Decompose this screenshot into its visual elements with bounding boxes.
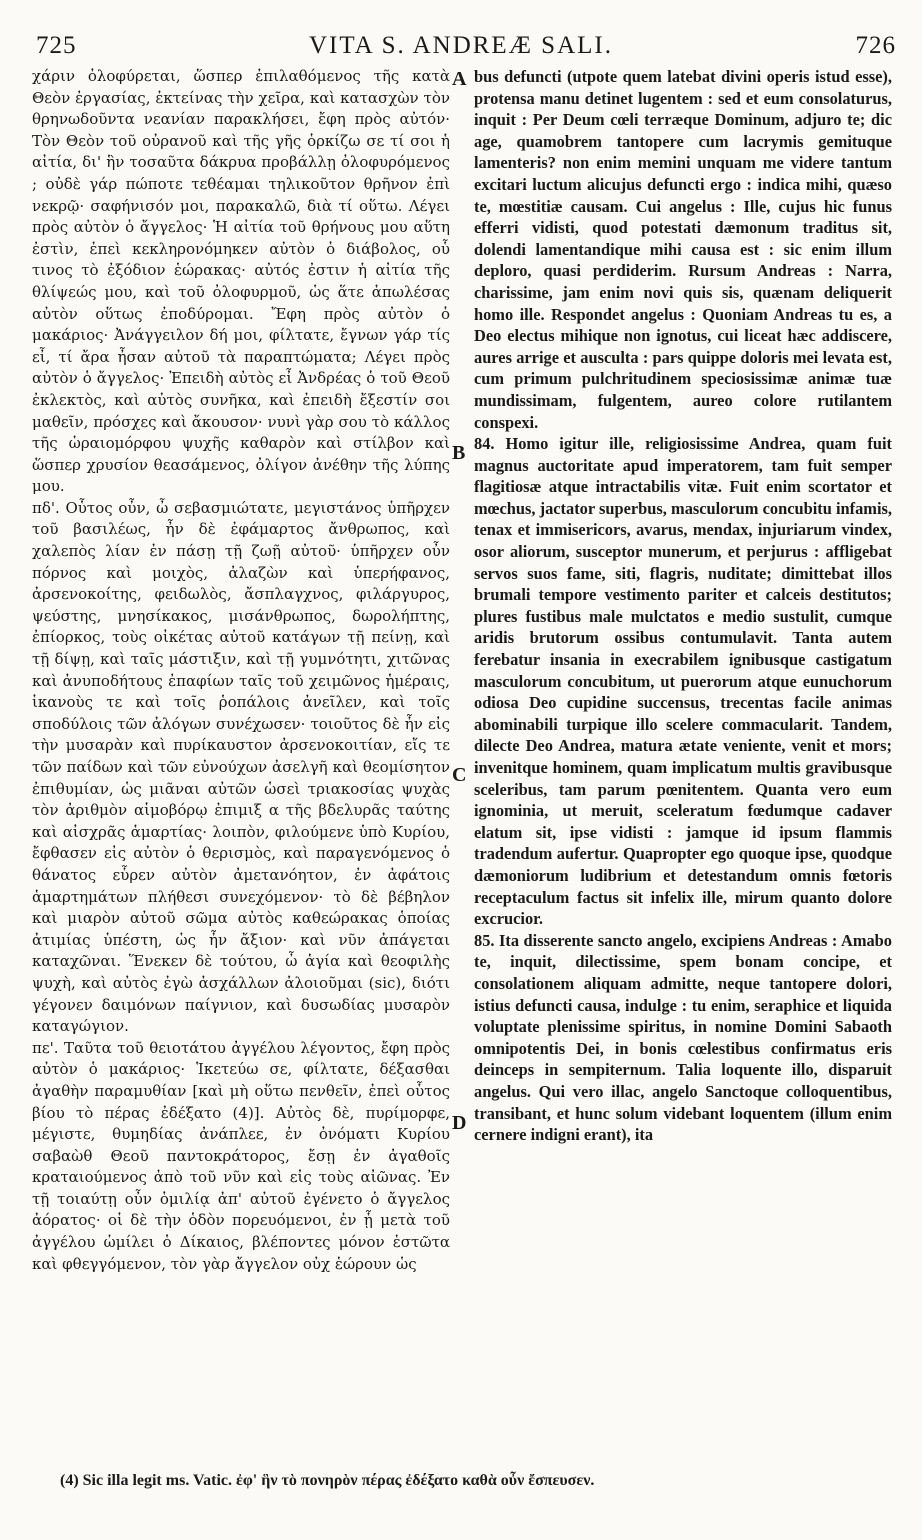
footnote: (4) Sic illa legit ms. Vatic. ἐφ' ἣν τὸ πονηρὸν πέρας ἐδέξατο καθὰ οὖν ἔσπευσεν. <box>60 1472 595 1489</box>
margin-marker-c: C <box>452 764 467 786</box>
greek-column <box>32 66 450 1275</box>
page-number-right: 726 <box>855 32 896 59</box>
latin-paragraph-1: bus defuncti (utpote quem latebat divini operis istud esse), protensa manu detinet lugentem : sed et eum consolaturus, inquit : Per Deum cœli terræque Dominum, adjuro te; dic age, quamobrem tantopere cum lacrymis gemituque lamenteris? non enim memini unquam me videre tantum excitari luctum alicujus defuncti ergo : indica mihi, quæso te, mœstitiæ causam. Cui angelus : Ille, cujus hic funus efferri vidisti, quod potestati dæmonum traditus sit, dolendi lamentandique mihi causa est : sic enim illum deploro, quasi perdiderim. Rursum Andreas : Narra, charissime, jam enim novi quis sis, quænam deliquerit homo ille. Respondet angelus : Quoniam Andreas tu es, a Deo electus mihique non ignotus, cui liceat hæc addiscere, aures arrige et ausculta : pars quippe doloris mei levata est, cum primum pulchritudinem speciosissimæ animæ tuæ mundissimam, fulgentem, aureo colore rutilantem conspexi. <box>474 67 892 432</box>
latin-paragraph-84: 84. Homo igitur ille, religiosissime Andrea, quam fuit magnus auctoritate apud imperatorem, tam fuit semper flagitiosæ atque intractabilis vitæ. Fuit enim scortator et mœchus, jactator superbus, masculorum concubitu infamis, tenax et immisericors, avarus, mendax, injuriarum vindex, osor aliorum, susceptor munerum, et perjurus : affligebat servos suos fame, siti, flagris, nuditate; dimittebat illos brumali tempore vestimento pariter et calceis destitutos; plures fustibus male mulctatos e medio sustulit, cumque aridis brutorum ossibus contumulavit. Tanta autem ferebatur insania in execrabilem ignibusque castigatum masculorum concubitum, ut puerorum atque eunuchorum odiosa Deo cupidine succensus, trecentas facile animas abominabili turpique illo scelere commacularit. Tandem, dilecte Deo Andrea, matura ætate veniente, venit et mors; invenitque hominem, quam implicatum multis gravibusque sceleribus, tam parum pœnitentem. Quanta vero eum ignominia, ut meruit, sceleratum fœdumque cadaver elatum sit, ipse vidisti : jamque id ipsum flammis tradendum aufertur. Quapropter ego quoque ipse, quodque dæmoniorum ludibrium et detestandum omnis fœtoris receptaculum factus sit infelix ille, mirum quanto dolore excrucior. <box>474 434 892 929</box>
greek-paragraph-1: χάριν ὀλοφύρεται, ὥσπερ ἐπιλαθόμενος τῆς κατὰ Θεὸν ἐργασίας, ἐκτείνας τὴν χεῖρα, καὶ κατασχὼν τὸν θρηνωδοῦντα νεανίαν παρακλήσει, ἔφη πρὸς αὐτόν· Τὸν Θεὸν τοῦ οὐρανοῦ καὶ τῆς γῆς ὁρκίζω σε τί σοι ἡ αἰτία, δι' ἣν τοσαῦτα δάκρυα προβάλλῃ ὀλοφυρόμενος ; οὐδὲ γάρ πώποτε τεθέαμαι τηλικοῦτον θρῆνον ἐπὶ νεκρῷ· σαφήνισόν μοι, παρακαλῶ, διὰ τί οὕτω. Λέγει πρὸς αὐτὸν ὁ ἄγγελος· Ἡ αἰτία τοῦ θρήνους μου αὕτη ἐστὶν, ἐπεὶ κεκληρονόμηκεν αὐτὸν ὁ διάβολος, οὗ τινος τὸ ἐξόδιον ἑώρακας· αὐτός ἐστιν ἡ αἰτία τῆς θλίψεώς μου, καὶ τοῦ ὀλοφυρμοῦ, ὡς ἅτε ἀπωλέσας αὐτὸν οὕτως ἐποδύρομαι. Ἔφη πρὸς αὐτὸν ὁ μακάριος· Ἀνάγγειλον δή μοι, φίλτατε, ἔγνων γάρ τίς εἶ, τί ἄρα ἦσαν αὐτοῦ τὰ παραπτώματα; Λέγει πρὸς αὐτὸν ὁ ἄγγελος· Ἐπειδὴ αὐτὸς εἶ Ἀνδρέας ὁ τοῦ Θεοῦ ἐκλεκτὸς, καὶ αὐτὸς συνῆκα, καὶ ἐπειδὴ ἔξεστίν σοι μαθεῖν, πρόσχες καὶ ἄκουσον· νυνὶ γὰρ σου τὸ κάλλος τῆς ὡραιομόρφου ψυχῆς καθαρὸν καὶ στίλβον καὶ ὥσπερ χρυσίον θεασάμενος, ὀλίγον ἀνέθην τῆς λύπης μου. <box>32 67 450 496</box>
page-number-left: 725 <box>36 32 77 59</box>
latin-paragraph-85: 85. Ita disserente sancto angelo, excipiens Andreas : Amabo te, inquit, dilectissime, spem bonam concipe, et consolationem aliquam admitte, neque tantopere dolori, istius defuncti causa, indulge : tu enim, seraphice et liquida voluptate plenissime spiritus, in nomine Domini Sabaoth omnipotentis Dei, in bonis cœlestibus confirmatus eris deinceps in sempiternum. Talia loquente illo, disparuit angelus. Qui vero illac, angelo Sanctoque colloquentibus, transibant, et hunc solum videbant loquentem (illum enim cernere indigni erant), ita <box>474 930 892 1145</box>
greek-paragraph-84: πδ'. Οὗτος οὖν, ὦ σεβασμιώτατε, μεγιστάνος ὑπῆρχεν τοῦ βασιλέως, ἦν δὲ ἐφάμαρτος ἄνθρωπος, καὶ χαλεπὸς λίαν ἐν πάσῃ τῇ ζωῇ αὐτοῦ· ὑπῆρχεν οὖν πόρνος καὶ μοιχὸς, ἀλαζὼν καὶ ὑπερήφανος, ἀρσενοκοίτης, φειδωλὸς, ἄσπλαγχνος, φιλάργυρος, ψεύστης, μνησίκακος, μισάνθρωπος, δωρολήπτης, ἐπίορκος, τοὺς οἰκέτας αὐτοῦ κατάγων τῇ πείνῃ, καὶ τῇ δίψῃ, καὶ ταῖς μάστιξιν, καὶ τῇ γυμνότητι, χιτῶνας καὶ ἀνυποδήτους ἐπαφίων ταῖς τοῦ χειμῶνος ἡμέραις, ἱκανοὺς τε καὶ τοῖς ῥοπάλοις ἀνεῖλεν, καὶ τοῖς σποδύλοις τῶν ἀλόγων συνέχωσεν· τοιοῦτος δὲ ἦν εἰς τὴν μυσαρὰν καὶ πυρίκαυστον ἀρσενοκοιτίαν, εἴς τε τῶν παίδων καὶ τῶν εὐνούχων ἀσελγῆ καὶ θεομίσητον ἐπιθυμίαν, ὡς μιᾶναι αὐτῶν ὡσεὶ τριακοσίας ψυχὰς τὸν ἀριθμὸν αἱμοβόρῳ ἐπιμιξ α τῆς βδελυρᾶς ταύτης καὶ αἰσχρᾶς ἁμαρτίας· λοιπὸν, φιλούμενε ὑπὸ Κυρίου, ἔφθασεν εἰς αὐτὸν ὁ θερισμὸς, καὶ παραγενόμενος ὁ θάνατος εὗρεν αὐτὸν ἀμετανόητον, ἐν ἀφάτοις ἁμαρτημάτων πλήθεσι συνεχόμενον· τὸ δὲ βέβηλον καὶ μιαρὸν αὐτοῦ σῶμα αὐτὸς καθεώρακας ὁποίας ἀτιμίας ὑπέστη, ὡς ἦν ἄξιον· καὶ νῦν ἀπάγεται καταχῶναι. Ἕνεκεν δὲ τούτου, ὦ ἁγία καὶ θεοφιλὴς ψυχὴ, καὶ αὐτὸς ἐγὼ ἀσχάλλων ἀλοιοῦμαι (sic), διότι γέγονεν δαιμόνων παίγνιον, καὶ δυσωδίας μυσαρὸν καταγώγιον. <box>32 498 450 1036</box>
margin-marker-d: D <box>452 1112 467 1134</box>
page-header <box>22 28 900 64</box>
margin-marker-b: B <box>452 442 466 464</box>
running-title: VITA S. ANDREÆ SALI. <box>309 32 613 59</box>
latin-column <box>474 66 892 1146</box>
margin-marker-a: A <box>452 68 467 90</box>
greek-paragraph-85: πε'. Ταῦτα τοῦ θειοτάτου ἀγγέλου λέγοντος, ἔφη πρὸς αὐτὸν ὁ μακάριος· Ἱκετεύω σε, φίλτατε, δέξασθαι ἀγαθὴν παραμυθίαν [καὶ μὴ οὕτω πενθεῖν, ἐπεὶ οὗτος βίου τὸ πέρας ἐδέξατο (4)]. Αὐτὸς δὲ, πυρίμορφε, μέγιστε, θυμηδίας ἀνάπλεε, ἐν ὀνόματι Κυρίου σαβαὼθ Θεοῦ παντοκράτορος, ἔσῃ ἐν ἀγαθοῖς κραταιούμενος ἀπὸ τοῦ νῦν καὶ εἰς τοὺς αἰῶνας. Ἐν τῇ τοιαύτῃ οὖν ὁμιλίᾳ ἀπ' αὐτοῦ ἐγένετο ὁ ἄγγελος ἀόρατος· οἱ δὲ τὴν ὁδὸν πορευόμενοι, ἐν ᾗ μετὰ τοῦ ἀγγέλου ὡμίλει ὁ Δίκαιος, βλέποντες μόνον ἑστῶτα καὶ φθεγγόμενον, τὸν γὰρ ἄγγελον οὐχ ἑώρουν ὡς <box>32 1038 450 1273</box>
